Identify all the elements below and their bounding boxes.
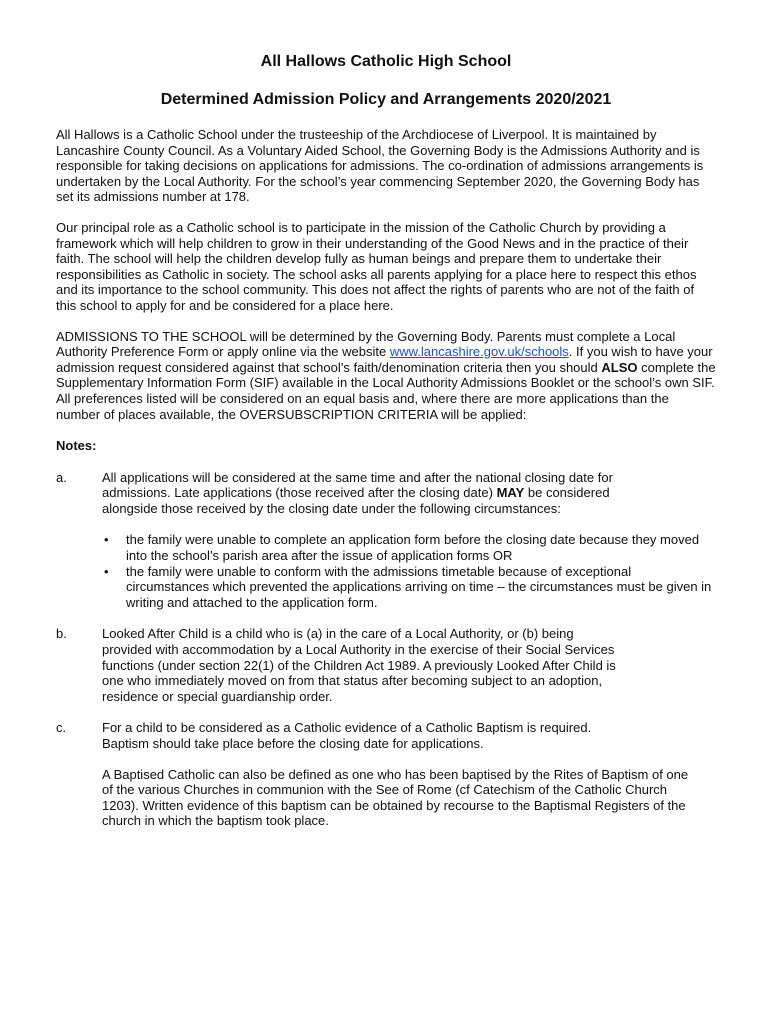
- note-a-bullet-list: [102, 532, 716, 610]
- intro-paragraph-2: Our principal role as a Catholic school is to participate in the mission of the Catholic Church by providing a framework which will help children to grow in their understanding of the Good News and in the practice of their faith. The school will help the children develop fully as human beings and prepare them to undertake their responsibilities as Catholic in society. The school asks all parents applying for a place here to respect this ethos and its importance to the school community. This does not affect the rights of parents who are not of the faith of this school to apply for and be considered for a place here.: [56, 219, 697, 313]
- note-c-label: c.: [56, 720, 67, 736]
- note-b: [56, 626, 716, 704]
- bullet-text: the family were unable to conform with the admissions timetable because of exceptional circumstances which prevented the applications arriving on time – the circumstances must be given in writing and attached to the application form.: [126, 563, 712, 610]
- note-b-label: b.: [56, 626, 67, 642]
- note-c: [56, 720, 716, 829]
- note-a: [56, 470, 716, 611]
- admissions-text-c: complete the Supplementary Information Form (SIF) available in the Local Authority Admissions Booklet or the school’s own SIF. All preferences listed will be considered on an equal basis and, where there are more applications than the number of places available, the OVERSUBSCRIPTION CRITERIA will be applied:: [56, 359, 716, 422]
- list-item: [102, 564, 716, 611]
- note-c-text-2: A Baptised Catholic can also be defined as one who has been baptised by the Rites of Baptism of one of the various Churches in communion with the See of Rome (cf Catechism of the Catholic Church 1203). Written evidence of this baptism can be obtained by recourse to the Baptismal Registers of the church in which the baptism took place.: [102, 766, 689, 829]
- policy-title: Determined Admission Policy and Arrangements 2020/2021: [160, 91, 612, 108]
- admissions-bold-also: ALSO: [601, 359, 638, 375]
- note-b-text: Looked After Child is a child who is (a) in the care of a Local Authority, or (b) being provided with accommodation by a Local Authority in the exercise of their Social Services functions (under section 22(1) of the Children Act 1989. A previously Looked After Child is one who immediately moved on from that status after becoming subject to an adoption, residence or special guardianship order.: [102, 626, 616, 704]
- bullet-icon: •: [104, 532, 109, 548]
- note-a-text: [102, 470, 622, 517]
- note-a-label: a.: [56, 469, 67, 485]
- intro-paragraph-1: All Hallows is a Catholic School under the trusteeship of the Archdiocese of Liverpool. It is maintained by Lancashire County Council. As a Voluntary Aided School, the Governing Body is the Admissions Authority and is responsible for taking decisions on applications for admissions. The co-ordination of admissions arrangements is undertaken by the Local Authority. For the school’s year commencing September 2020, the Governing Body has set its admissions number at 178.: [56, 127, 704, 205]
- bullet-icon: •: [104, 563, 109, 579]
- note-a-text-1: All applications will be considered at the same time and after the national closing date for admissions. Late applications (those received after the closing date): [102, 469, 613, 501]
- note-a-text-2: be considered alongside those received by the closing date under the following circumstances:: [102, 485, 610, 516]
- admissions-text-a: ADMISSIONS TO THE SCHOOL will be determined by the Governing Body. Parents must complete a Local Authority Preference Form or apply online via the website: [56, 328, 676, 360]
- bullet-text: the family were unable to complete an application form before the closing date because they moved into the school’s parish area after the issue of application forms OR: [126, 532, 700, 564]
- admissions-paragraph: [56, 329, 716, 423]
- note-c-text-1: For a child to be considered as a Catholic evidence of a Catholic Baptism is required. Baptism should take place before the closing date for applications.: [102, 720, 592, 751]
- notes-heading: Notes:: [56, 438, 97, 454]
- lancashire-schools-link[interactable]: www.lancashire.gov.uk/schools: [389, 344, 569, 360]
- list-item: [102, 532, 716, 563]
- school-title: All Hallows Catholic High School: [260, 53, 512, 70]
- admissions-text-b: . If you wish to have your admission request considered against that school’s faith/denomination criteria then you should: [56, 344, 713, 375]
- note-a-bold-may: MAY: [496, 485, 525, 501]
